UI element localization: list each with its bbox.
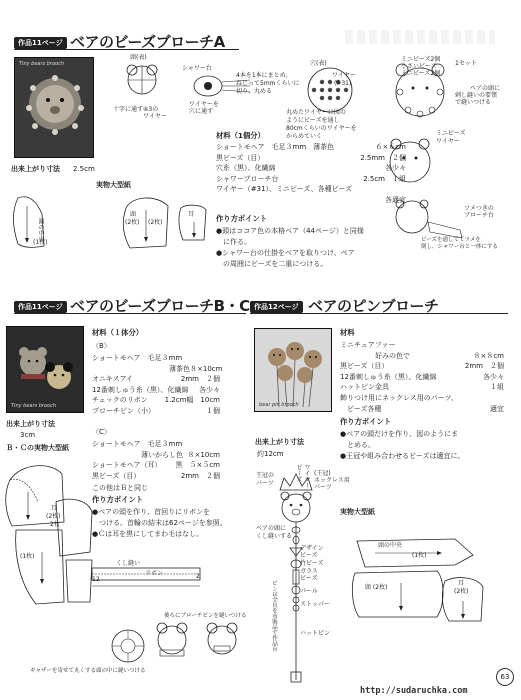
ribbon-label: リボン [145,570,164,577]
section-b-photo-caption: Tiny bears brooch [11,403,56,409]
section-b-sub-c: 〈C〉 [92,428,111,436]
pattern-a-ear-qty: (2枚) [148,219,163,226]
a-label-wire3: ワイヤー [436,138,460,145]
section-a-points-title: 作り方ポイント [216,214,268,223]
section-b-pattern-title: Ｂ・Ｃの実物大型紙 [6,444,69,452]
material-a-5: 各適宜 [385,195,406,204]
a-label-shower: シャワー台 [182,65,212,72]
page-number: 63 [496,668,514,686]
section-a-pattern-title: 実物大型紙 [96,181,131,189]
section-c-pattern-diagram [345,525,510,635]
section-b-tag: 作品11ページ [14,301,67,313]
a-label-wire: ワイヤー [143,113,167,120]
material-a-1: 黒ビーズ（目） 2.5mm ２個 [216,153,406,162]
material-pin-5: 飾りつけ用にネックレス用のパーツ、 [340,393,459,402]
point-b-1: つける。首輪の結末は62ページを参照。 [92,519,227,527]
point-a-0: ●頭はココア色の本格ベア（44ページ）と同様 [216,227,364,235]
a-label-cut-round: 切り、丸める [236,88,273,95]
pin-design: デザイン [300,545,324,552]
ribbon-running-stitch: くし縫い [116,560,141,567]
pin-bead: ビーズ [295,464,302,482]
section-a-points [216,226,364,270]
pin-bear-head: ベアの頭に [256,525,287,532]
ribbon-pin-note: 後ろにブローチピンを縫いつける [164,613,247,619]
section-b-materials-list [92,353,223,417]
point-pin-1: とめる。 [340,441,375,449]
pattern-a-body-qty: (1枚) [33,239,48,246]
pin-pattern-ear: 耳 [458,580,465,587]
section-b-materials-title: 材料（１体分） [92,328,144,337]
a-label-mini-beads2: ミニビーズ2個 [401,70,441,77]
bleed-through-decoration [345,30,495,44]
ribbon-length: 12 [92,576,100,583]
material-c-3: 黒ビーズ（目） 2mm ２個 [92,471,220,480]
section-c-materials-title: 材料 [340,328,355,337]
bear-brooch-photo-illustration [15,58,93,157]
a-label-through-hole: 穴に通す [189,108,214,115]
ribbon-head: 頭の中に縫いつける [96,668,146,674]
section-b-ribbon-diagram [88,560,248,680]
pattern-a-center: 頭の中央 [37,218,44,242]
pin-note: ピンは全長を市販品で作品台 [271,580,277,652]
a-label-entwine: からめていく [286,133,323,140]
section-c-size-label: 出来上がり寸法 [255,438,304,446]
section-a-size-label: 出来上がり寸法 [11,165,60,173]
material-b-1: 薄茶色 ８×10cm [92,364,223,373]
section-b-note: この他はＢと同じ [92,484,148,492]
material-c-2: ショートモヘア（耳） 黒 ５×５cm [92,461,220,470]
section-b-pattern-diagram [2,452,98,622]
section-a-photo-caption: Tiny bears brooch [19,61,64,67]
a-label-wire2: ワイヤー [332,72,356,79]
section-c-size-value: 約12cm [257,450,284,458]
pattern-a-head: 頭 [130,211,137,218]
a-label-bear-head: ベアの頭に [470,85,501,92]
footer-url: http://sudaruchka.com [360,686,468,696]
section-a-size-value: 2.5cm [73,165,95,173]
a-label-small-bead: 小さいビーズ [401,63,437,70]
pin-stopper: ストッパー [300,601,330,608]
pin-crown-parts: パーツ [256,480,274,487]
a-label-mini-bead3: ミニビーズ [436,130,466,137]
material-b-5: ブローチピン（小） １個 [92,406,220,415]
pin-pearl: パール [300,588,318,595]
material-c-0: ショートモヘア 毛足３mm [92,440,183,448]
section-b-size-label: 出来上がり寸法 [6,420,55,428]
section-c-materials-list [340,340,504,414]
a-label-claw: ツメつきの [464,205,494,212]
a-label-80cm: 80cmくらいのワイヤーを [286,125,357,132]
section-c-pin-diagram [256,460,336,690]
ribbon-gather: ギャザーを寄せて丸くする [30,668,97,674]
b-pattern-body-qty: (1枚) [20,553,35,560]
pin-glass: ガラス [300,568,318,575]
pin-pattern-head: 頭 (2枚) [365,584,388,591]
a-label-brooch-base: ブローチ台 [464,212,495,219]
pattern-a-ear: 耳 [188,211,195,218]
material-b-0: ショートモヘア 毛足３mm [92,354,183,362]
material-a-3: シャワーブローチ台 2.5cm １組 [216,174,406,183]
bear-bc-photo-illustration [7,327,83,412]
point-a-2: ●シャワー台の仕掛をベアを取りつけ、ペア [216,249,355,257]
material-a-0: ショートモヘア 毛足３mm 薄茶色 ６×６cm [216,143,406,151]
section-a-tag: 作品11ページ [14,37,67,49]
a-label-step3: ④3の [143,106,159,113]
material-b-3: 12番刺しゅう糸（黒）、化繊綿 各少々 [92,385,220,394]
pin-glass-bead: ビーズ [300,575,318,582]
material-pin-2: 黒ビーズ（目） 2mm ２個 [340,362,504,371]
material-b-4: チェックのリボン 1.2cm幅 10cm [92,396,220,405]
b-pattern-ear: 耳 [51,505,58,512]
pin-crown: 王冠の [256,472,275,479]
material-a-4: ワイヤー（#31）、ミニビーズ、各種ビーズ [216,185,353,194]
material-pin-0: ミニチュアファー [340,341,396,349]
point-a-3: の周囲にビーズを二重につける。 [216,260,328,268]
a-label-one-set: 1セット [455,60,477,67]
section-a-materials-list [216,142,406,206]
section-c-pattern-title: 実物大型紙 [340,508,375,516]
pin-hatpin: ハットピン [300,630,331,637]
pin-sew: くし縫いする [256,533,293,540]
section-a-rule [14,49,239,50]
section-c-photo [254,328,332,412]
pin-necklace: ネックレス用 [314,477,350,484]
a-label-sew-on: で縫いつける [455,99,492,106]
material-pin-6: ビーズ各種 適宜 [340,404,504,413]
pin-bugle: 竹ビーズ [300,560,324,567]
section-c-title: ベアのピンブローチ [308,297,439,315]
point-b-0: ●ベアの頭を作り、首回りにリボンを [92,508,211,516]
pin-brooch-photo-illustration [255,329,331,411]
b-pattern-two: 2枚 [50,521,60,528]
pin-wire: ワイヤー [303,464,310,488]
material-pin-1: 好みの色で ８×８cm [340,351,504,360]
pin-crown-b: (王冠) [314,470,331,477]
section-b-points-title: 作り方ポイント [92,495,144,504]
point-a-1: に作る。 [216,238,251,246]
section-c-tag: 作品12ページ [250,301,303,313]
section-b-title: ベアのビーズブローチB・C [70,297,250,315]
pin-pattern-center: 頭の中央 [378,542,403,549]
b-pattern-ear-qty: (2枚) [46,513,61,520]
section-a-title: ベアのビーズブローチA [70,33,225,51]
section-a-photo [14,57,94,158]
section-b-materials-list-c [92,439,220,481]
a-label-bundle: 4本を1本にまとめ、 [236,72,292,79]
a-label-stitch: 刺し縫いの要領 [455,92,498,99]
section-b-sub-b: 〈B〉 [92,342,111,350]
a-label-head-front: 頭(表) [130,54,147,61]
a-label-cross: 十字に通す [113,106,144,113]
section-b-rule [14,313,246,314]
a-label-thread-beads: ようにビーズを通し [286,117,340,124]
pin-pattern-ear-qty: (2枚) [454,588,469,595]
pin-parts: パーツ [314,484,332,491]
a-label-attach1: ビーズを通しててツメを [421,237,481,243]
material-pin-3: 12番刺しゅう糸（黒）、化繊綿 各少々 [340,372,504,381]
section-b-photo [6,326,84,413]
pin-design-bead: ビーズ [300,552,318,559]
ribbon-width: 2 [196,573,200,580]
material-a-2: 穴糸（黒）、化繊綿 各少々 [216,164,406,173]
point-pin-0: ●ベアの頭だけを作り、図のようにま [340,430,459,438]
point-pin-2: ●王冠や組み合わせるビーズは適宜に。 [340,452,465,460]
section-c-points-title: 作り方ポイント [340,417,392,426]
point-b-2: ●Ｃは耳を黒にしてまわ毛はなし。 [92,530,204,538]
a-label-twist: ねじって5mmくらいに [236,80,300,87]
a-label-attach2: 倒し、シャワー台と一体にする [421,244,498,250]
section-c-rule [250,313,508,314]
section-b-points [92,507,227,540]
section-b-size-value: 3cm [20,431,36,439]
pattern-a-head-qty: (2枚) [125,219,140,226]
section-c-points [340,429,464,462]
section-c-photo-caption: bear pin brooch [259,402,299,408]
material-b-2: オニキスアイ 2mm ２個 [92,375,220,384]
a-label-mini-beads: ミニビーズ2個 [401,56,441,63]
pin-pattern-qty1: (1枚) [412,552,427,559]
a-label-rounded: 丸めたワイヤーに図の [286,109,346,116]
a-label-hole-front: 穴(表) [310,60,327,67]
material-c-1: 薄いからし色 ８×10cm [92,450,220,459]
material-pin-4: ハットピン金具 １組 [340,383,504,392]
a-label-wire-to: ワイヤーを [189,101,219,108]
a-label-wire-gauge: (#31) [334,80,352,87]
section-a-materials-title: 材料（1個分） [216,131,265,140]
